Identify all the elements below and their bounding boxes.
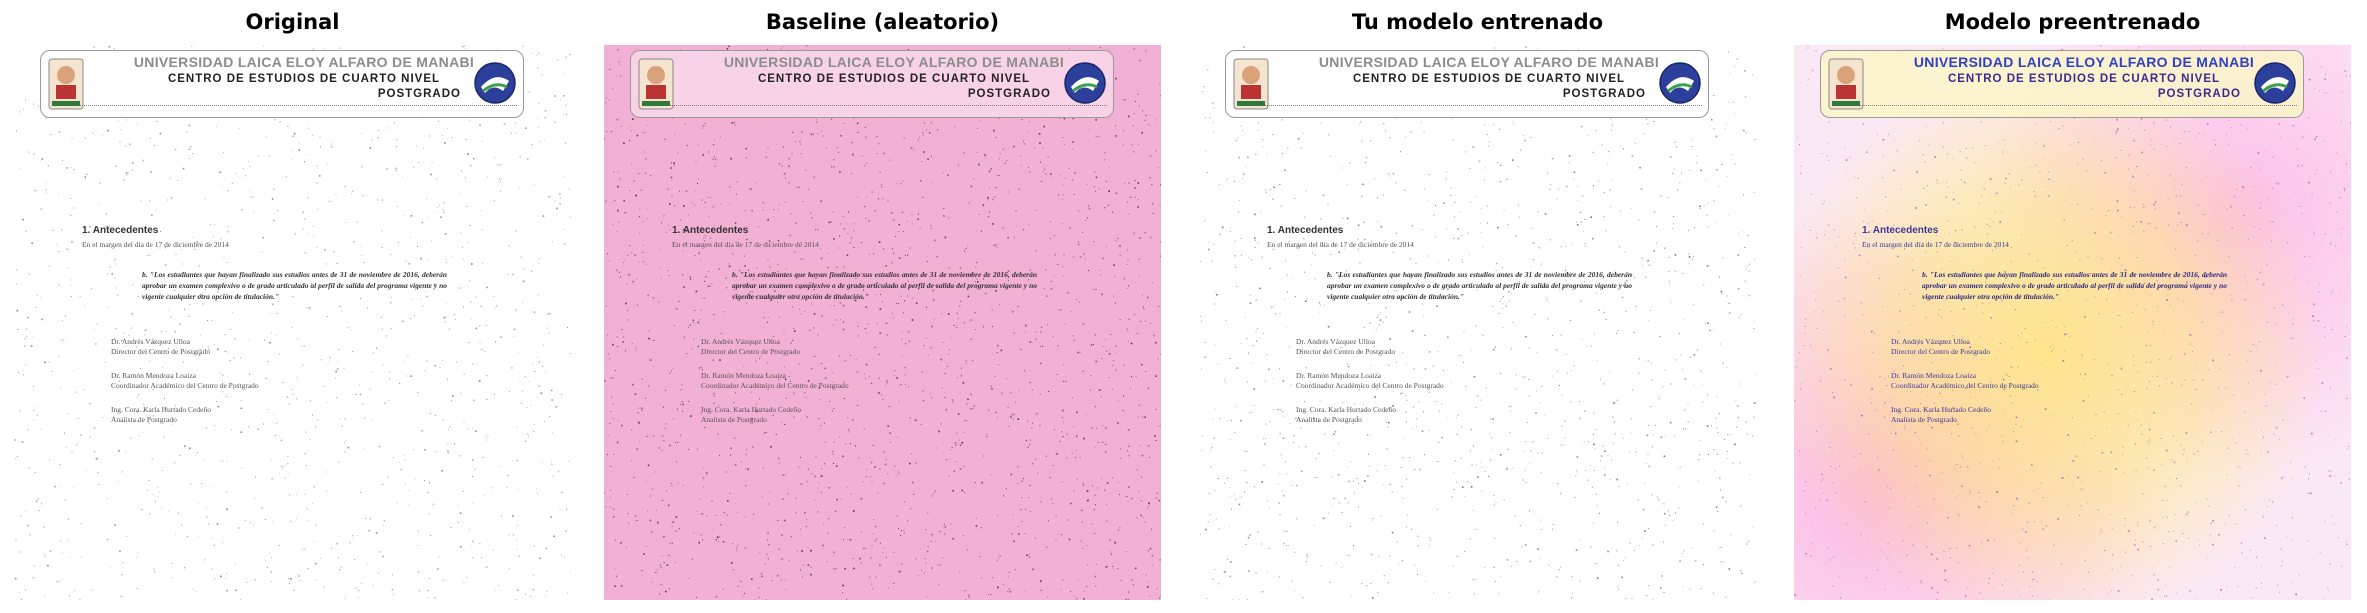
panel-baseline xyxy=(600,0,1165,613)
letterhead xyxy=(1225,50,1709,118)
university-seal-icon xyxy=(636,57,676,111)
university-seal-icon xyxy=(46,57,86,111)
quoted-item: b. "Los estudiantes que hayan finalizado sus estudios antes de 31 de noviembre de 2016, deberán aprobar un examen complexivo o de grado articulado al perfil de salida del programa vigente y no vigente cualquier otra opción de titulación." xyxy=(1327,270,1632,301)
signatory-role: Coordinador Académico del Centro de Postgrado xyxy=(701,381,849,390)
signatory-name: Ing. Cora. Karla Hurtado Cedeño xyxy=(111,405,211,414)
university-name: UNIVERSIDAD LAICA ELOY ALFARO DE MANABI xyxy=(133,54,475,70)
signatory-2 xyxy=(1296,371,1444,391)
center-name: CENTRO DE ESTUDIOS DE CUARTO NIVEL xyxy=(1352,73,1626,85)
signatory-role: Analista de Postgrado xyxy=(1296,415,1362,424)
section-heading: 1. Antecedentes xyxy=(672,225,749,236)
signatory-1 xyxy=(1296,337,1395,357)
signatory-3 xyxy=(111,405,211,425)
signatory-1 xyxy=(701,337,800,357)
quoted-item: b. "Los estudiantes que hayan finalizado sus estudios antes de 31 de noviembre de 2016, deberán aprobar un examen complexivo o de grado articulado al perfil de salida del programa vigente y no vigente cualquier otra opción de titulación." xyxy=(142,270,447,301)
signatory-3 xyxy=(1296,405,1396,425)
panel-title: Tu modelo entrenado xyxy=(1351,10,1604,34)
address-line xyxy=(1857,105,2297,109)
panel-title: Baseline (aleatorio) xyxy=(765,10,1000,34)
letterhead xyxy=(40,50,524,118)
university-seal-icon xyxy=(1231,57,1271,111)
signatory-role: Coordinador Académico del Centro de Postgrado xyxy=(1891,381,2039,390)
signatory-3 xyxy=(701,405,801,425)
document-image xyxy=(1794,45,2351,600)
signatory-role: Coordinador Académico del Centro de Postgrado xyxy=(1296,381,1444,390)
signatory-name: Dr. Ramón Mendoza Loaiza xyxy=(701,371,786,380)
postgrado-logo-icon xyxy=(2253,61,2297,105)
section-heading: 1. Antecedentes xyxy=(1862,225,1939,236)
signatory-name: Dr. Andrés Vázquez Ulloa xyxy=(1891,337,1971,346)
center-name: CENTRO DE ESTUDIOS DE CUARTO NIVEL xyxy=(757,73,1031,85)
signatory-name: Dr. Andrés Vázquez Ulloa xyxy=(111,337,191,346)
signatory-name: Ing. Cora. Karla Hurtado Cedeño xyxy=(1891,405,1991,414)
signatory-role: Director del Centro de Postgrado xyxy=(701,347,801,356)
signatory-name: Ing. Cora. Karla Hurtado Cedeño xyxy=(701,405,801,414)
signatory-3 xyxy=(1891,405,1991,425)
document-image xyxy=(14,45,571,600)
postgrado-logo-icon xyxy=(1658,61,1702,105)
postgrado-logo-icon xyxy=(473,61,517,105)
signatory-name: Dr. Andrés Vázquez Ulloa xyxy=(1296,337,1376,346)
noise-texture xyxy=(604,45,1161,600)
postgrado-logo-icon xyxy=(1063,61,1107,105)
signatory-role: Analista de Postgrado xyxy=(701,415,767,424)
signatory-1 xyxy=(1891,337,1990,357)
signatory-1 xyxy=(111,337,210,357)
panel-trained-model xyxy=(1195,0,1760,613)
university-seal-icon xyxy=(1826,57,1866,111)
address-line xyxy=(667,105,1107,109)
center-name: CENTRO DE ESTUDIOS DE CUARTO NIVEL xyxy=(167,73,441,85)
intro-line: En el margen del día de 17 de diciembre de 2014 xyxy=(82,240,229,249)
signatory-name: Dr. Ramón Mendoza Loaiza xyxy=(1891,371,1976,380)
intro-line: En el margen del día de 17 de diciembre de 2014 xyxy=(1267,240,1414,249)
signatory-role: Coordinador Académico del Centro de Postgrado xyxy=(111,381,259,390)
noise-texture xyxy=(1794,45,2351,600)
quoted-item: b. "Los estudiantes que hayan finalizado sus estudios antes de 31 de noviembre de 2016, deberán aprobar un examen complexivo o de grado articulado al perfil de salida del programa vigente y no vigente cualquier otra opción de titulación." xyxy=(732,270,1037,301)
signatory-2 xyxy=(701,371,849,391)
noise-texture xyxy=(1199,45,1756,600)
address-line xyxy=(77,105,517,109)
university-name: UNIVERSIDAD LAICA ELOY ALFARO DE MANABI xyxy=(723,54,1065,70)
signatory-role: Analista de Postgrado xyxy=(1891,415,1957,424)
document-image xyxy=(604,45,1161,600)
university-name: UNIVERSIDAD LAICA ELOY ALFARO DE MANABI xyxy=(1913,54,2255,70)
letterhead xyxy=(630,50,1114,118)
postgrado-label: POSTGRADO xyxy=(2157,88,2241,100)
panel-title: Original xyxy=(245,10,340,34)
postgrado-label: POSTGRADO xyxy=(1562,88,1646,100)
letterhead xyxy=(1820,50,2304,118)
signatory-role: Director del Centro de Postgrado xyxy=(111,347,211,356)
signatory-name: Dr. Ramón Mendoza Loaiza xyxy=(111,371,196,380)
panel-pretrained-model xyxy=(1790,0,2355,613)
section-heading: 1. Antecedentes xyxy=(82,225,159,236)
signatory-2 xyxy=(111,371,259,391)
panel-title: Modelo preentrenado xyxy=(1944,10,2201,34)
signatory-role: Director del Centro de Postgrado xyxy=(1296,347,1396,356)
noise-texture xyxy=(14,45,571,600)
postgrado-label: POSTGRADO xyxy=(377,88,461,100)
intro-line: En el margen del día de 17 de diciembre de 2014 xyxy=(672,240,819,249)
address-line xyxy=(1262,105,1702,109)
postgrado-label: POSTGRADO xyxy=(967,88,1051,100)
document-image xyxy=(1199,45,1756,600)
signatory-name: Ing. Cora. Karla Hurtado Cedeño xyxy=(1296,405,1396,414)
signatory-2 xyxy=(1891,371,2039,391)
panel-original xyxy=(10,0,575,613)
signatory-role: Director del Centro de Postgrado xyxy=(1891,347,1991,356)
signatory-name: Dr. Andrés Vázquez Ulloa xyxy=(701,337,781,346)
signatory-role: Analista de Postgrado xyxy=(111,415,177,424)
center-name: CENTRO DE ESTUDIOS DE CUARTO NIVEL xyxy=(1947,73,2221,85)
university-name: UNIVERSIDAD LAICA ELOY ALFARO DE MANABI xyxy=(1318,54,1660,70)
quoted-item: b. "Los estudiantes que hayan finalizado sus estudios antes de 31 de noviembre de 2016, deberán aprobar un examen complexivo o de grado articulado al perfil de salida del programa vigente y no vigente cualquier otra opción de titulación." xyxy=(1922,270,2227,301)
section-heading: 1. Antecedentes xyxy=(1267,225,1344,236)
signatory-name: Dr. Ramón Mendoza Loaiza xyxy=(1296,371,1381,380)
intro-line: En el margen del día de 17 de diciembre de 2014 xyxy=(1862,240,2009,249)
